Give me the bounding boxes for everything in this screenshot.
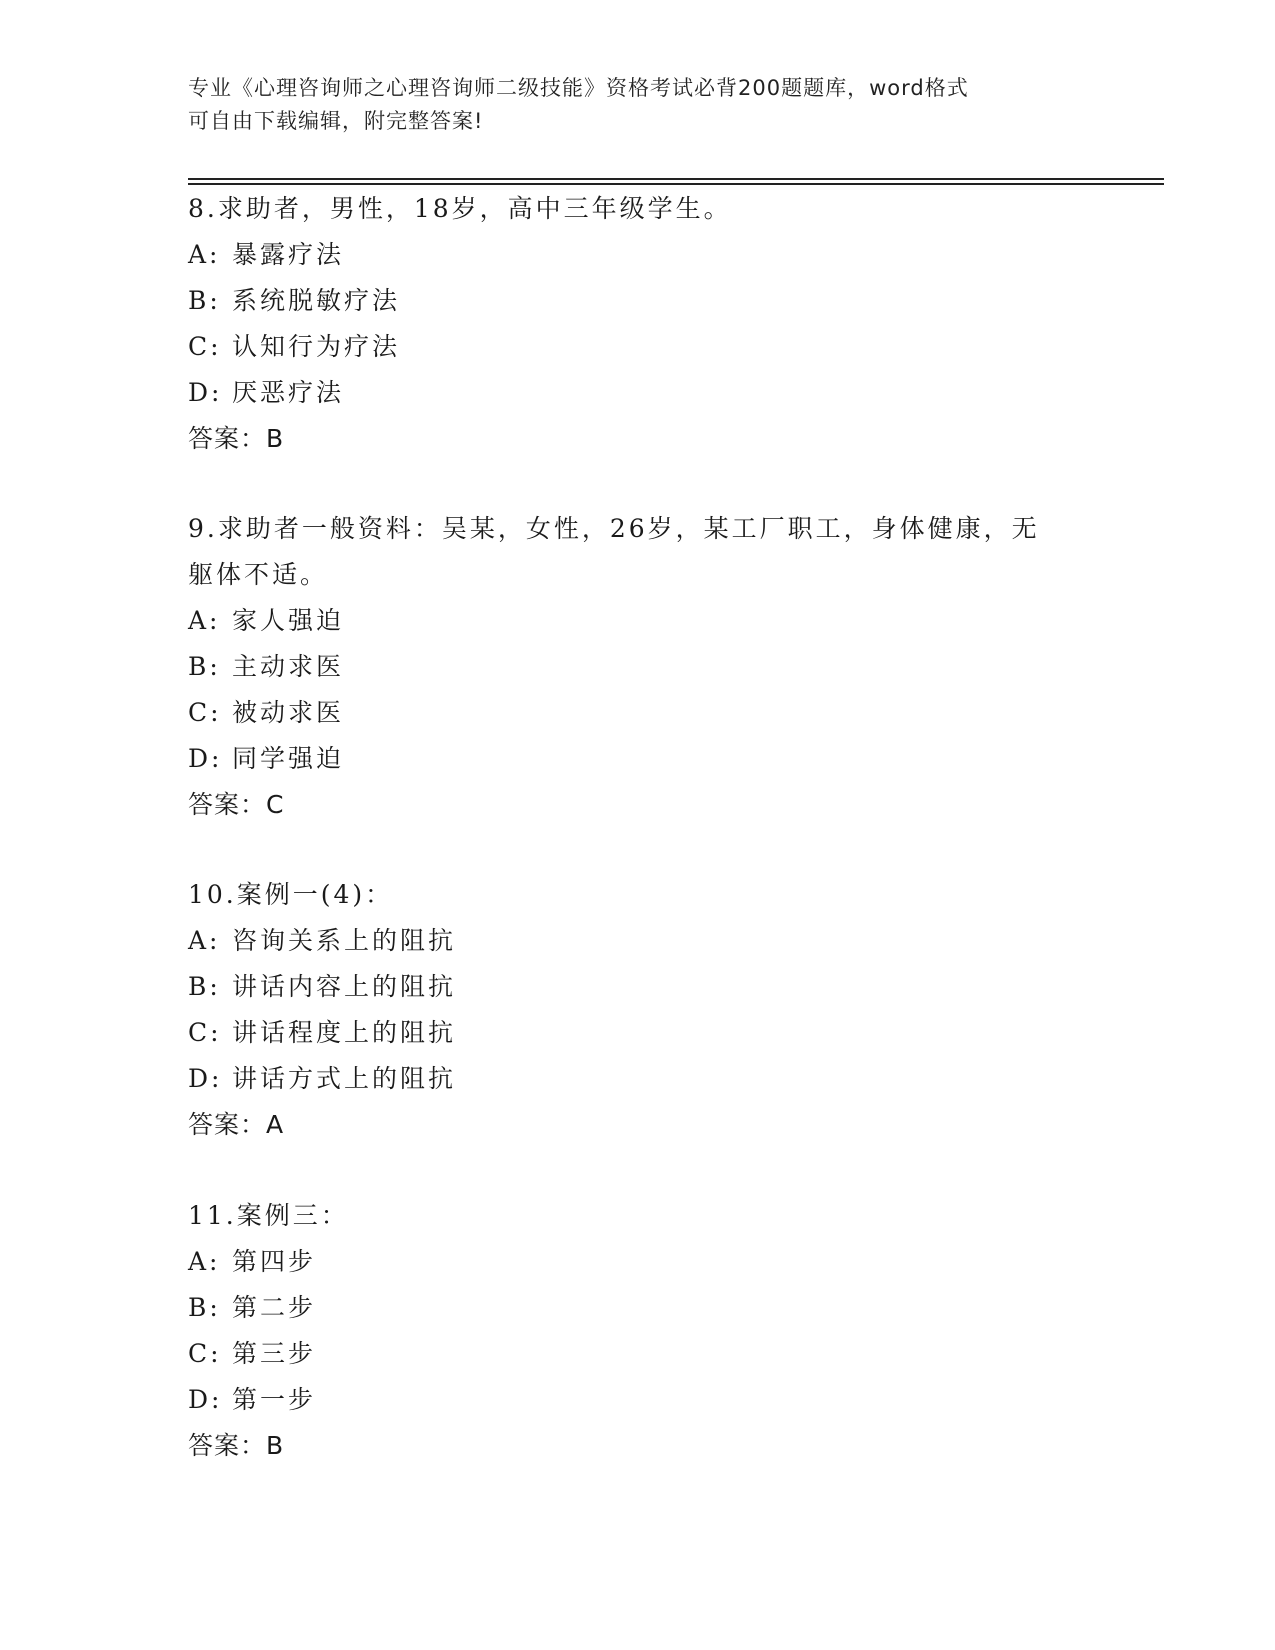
option-b — [188, 278, 1088, 324]
option-text: 认知行为疗法 — [232, 332, 401, 361]
header-divider-top — [188, 178, 1164, 180]
document-header — [188, 72, 1088, 138]
option-a — [188, 1239, 1088, 1285]
header-line-1: 专业《心理咨询师之心理咨询师二级技能》资格考试必背200题题库，word格式 — [188, 76, 969, 100]
option-b — [188, 1285, 1088, 1331]
option-letter: B: — [188, 286, 221, 315]
option-text: 被动求医 — [232, 698, 345, 727]
option-b — [188, 964, 1088, 1010]
option-text: 第三步 — [232, 1339, 317, 1368]
question-stem: 10.案例一(4)： — [188, 880, 394, 909]
option-letter: C: — [188, 332, 222, 361]
question-8 — [188, 186, 1088, 462]
header-line-2: 可自由下载编辑，附完整答案! — [188, 109, 484, 133]
option-letter: B: — [188, 1293, 221, 1322]
option-text: 系统脱敏疗法 — [232, 286, 401, 315]
option-letter: D: — [188, 378, 223, 407]
option-letter: D: — [188, 744, 223, 773]
option-letter: A: — [188, 606, 221, 635]
option-text: 讲话内容上的阻抗 — [232, 972, 457, 1001]
option-text: 家人强迫 — [232, 606, 345, 635]
option-a — [188, 918, 1088, 964]
option-text: 咨询关系上的阻抗 — [232, 926, 457, 955]
answer-line: 答案：B — [188, 424, 285, 453]
option-b — [188, 644, 1088, 690]
option-d — [188, 736, 1088, 782]
option-letter: D: — [188, 1064, 223, 1093]
option-text: 第四步 — [232, 1247, 317, 1276]
option-text: 同学强迫 — [232, 744, 345, 773]
question-stem: 8.求助者，男性，18岁，高中三年级学生。 — [188, 194, 732, 223]
option-text: 讲话方式上的阻抗 — [232, 1064, 457, 1093]
option-text: 讲话程度上的阻抗 — [232, 1018, 457, 1047]
option-letter: B: — [188, 972, 221, 1001]
option-c — [188, 1010, 1088, 1056]
question-10 — [188, 872, 1088, 1148]
option-a — [188, 232, 1088, 278]
question-11 — [188, 1193, 1088, 1469]
option-d — [188, 1377, 1088, 1423]
option-d — [188, 1056, 1088, 1102]
question-stem-continued: 躯体不适。 — [188, 560, 329, 589]
option-d — [188, 370, 1088, 416]
answer-line: 答案：C — [188, 790, 285, 819]
option-letter: D: — [188, 1385, 223, 1414]
question-stem: 11.案例三： — [188, 1201, 349, 1230]
option-letter: C: — [188, 698, 222, 727]
header-divider-bottom — [188, 183, 1164, 185]
option-a — [188, 598, 1088, 644]
option-text: 主动求医 — [232, 652, 345, 681]
option-letter: A: — [188, 1247, 221, 1276]
question-9 — [188, 506, 1088, 828]
option-letter: B: — [188, 652, 221, 681]
option-c — [188, 324, 1088, 370]
question-stem: 9.求助者一般资料：吴某，女性，26岁，某工厂职工，身体健康，无 — [188, 514, 1040, 543]
option-c — [188, 1331, 1088, 1377]
option-text: 第一步 — [232, 1385, 317, 1414]
option-text: 厌恶疗法 — [232, 378, 345, 407]
option-text: 暴露疗法 — [232, 240, 345, 269]
option-c — [188, 690, 1088, 736]
option-text: 第二步 — [232, 1293, 317, 1322]
option-letter: A: — [188, 926, 221, 955]
option-letter: C: — [188, 1339, 222, 1368]
option-letter: C: — [188, 1018, 222, 1047]
answer-line: 答案：A — [188, 1110, 285, 1139]
option-letter: A: — [188, 240, 221, 269]
answer-line: 答案：B — [188, 1431, 285, 1460]
